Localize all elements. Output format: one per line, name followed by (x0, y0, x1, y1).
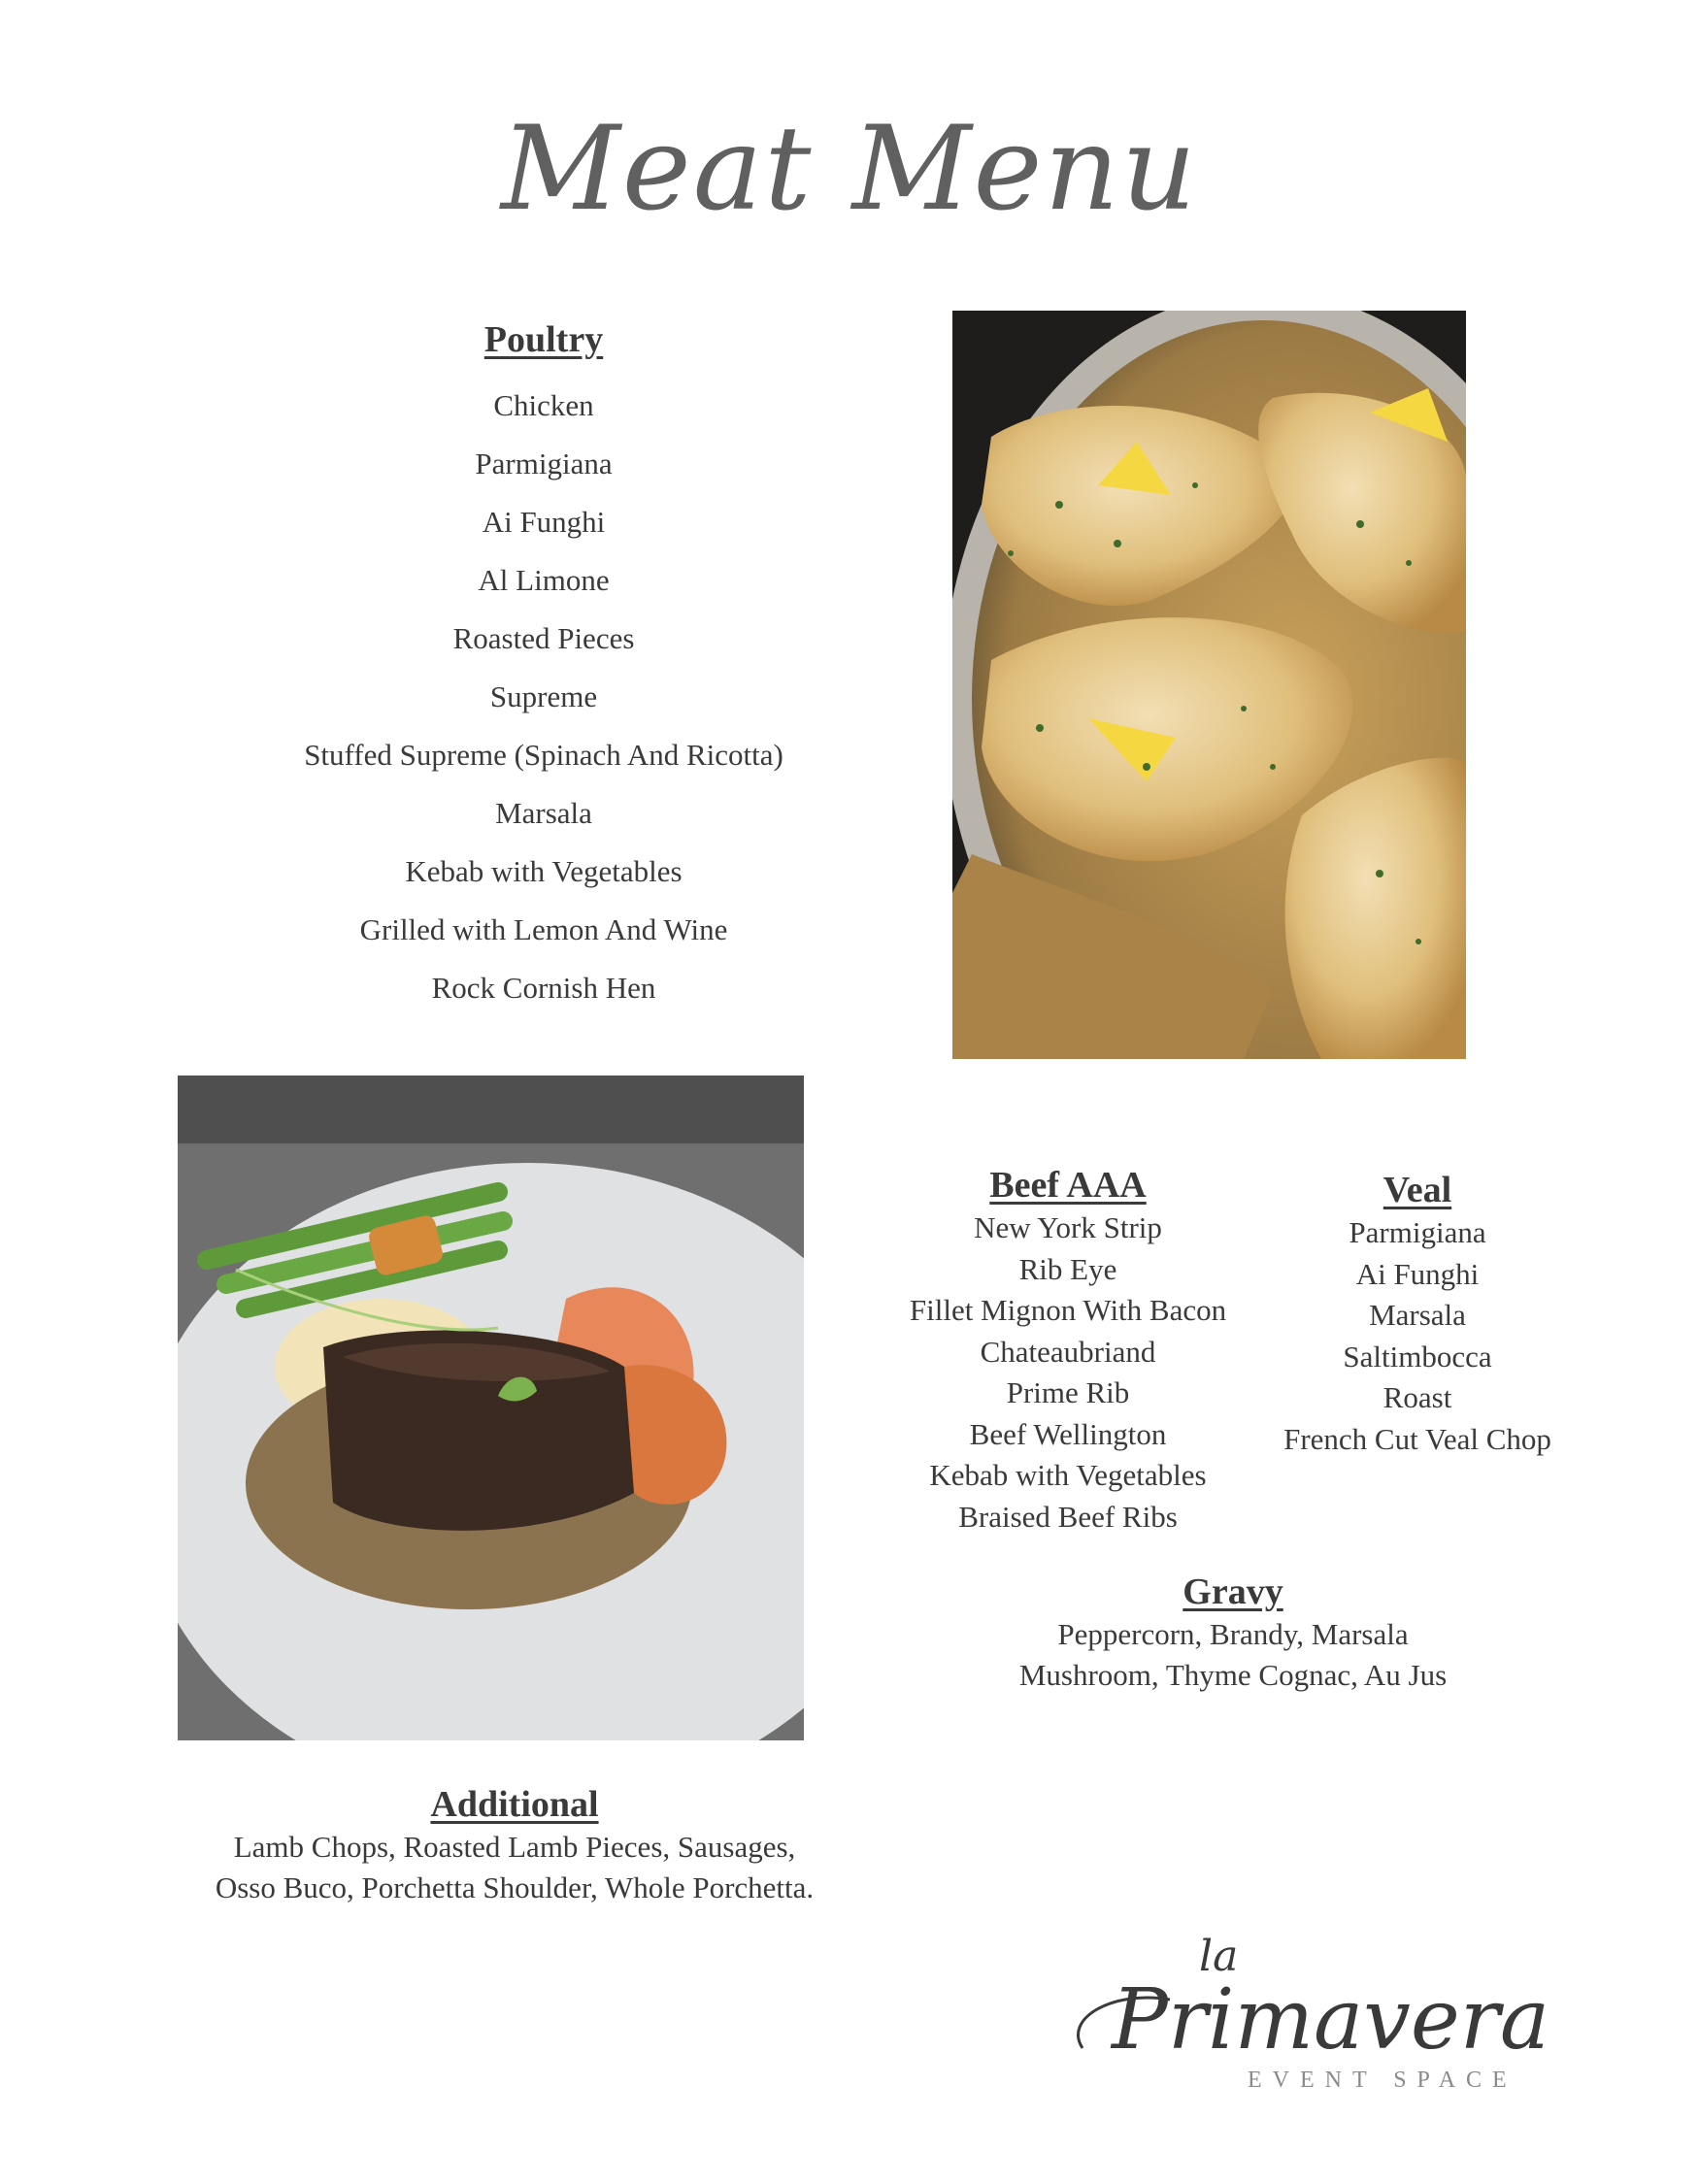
menu-item: Fillet Mignon With Bacon (909, 1293, 1227, 1327)
veal-heading: Veal (1383, 1170, 1452, 1210)
gravy-section (971, 1570, 1495, 1696)
menu-item: Parmigiana (1349, 1215, 1486, 1249)
menu-item: Kebab with Vegetables (929, 1458, 1207, 1492)
menu-item: French Cut Veal Chop (1283, 1421, 1551, 1456)
menu-item: Marsala (1369, 1298, 1466, 1332)
gravy-line: Peppercorn, Brandy, Marsala (1057, 1617, 1409, 1651)
menu-item: Al Limone (478, 563, 610, 597)
menu-item: Ai Funghi (482, 505, 606, 539)
logo-name-text: Primavera (1112, 1971, 1550, 2068)
chicken-photo (952, 311, 1466, 1059)
additional-section (165, 1782, 864, 1908)
additional-line: Lamb Chops, Roasted Lamb Pieces, Sausages, (233, 1830, 796, 1864)
gravy-heading: Gravy (1183, 1572, 1283, 1612)
menu-item: Rib Eye (1018, 1251, 1117, 1286)
menu-item: Ai Funghi (1355, 1256, 1480, 1291)
gravy-line: Mushroom, Thyme Cognac, Au Jus (1018, 1658, 1448, 1692)
menu-item: Braised Beef Ribs (958, 1499, 1178, 1534)
beef-photo (178, 1075, 804, 1740)
veal-section (1252, 1168, 1582, 1460)
menu-item: Roasted Pieces (452, 621, 635, 655)
menu-item: Chicken (493, 388, 594, 422)
beef-heading: Beef AAA (989, 1165, 1147, 1206)
logo-tagline-text: EVENT SPACE (1248, 2068, 1517, 2093)
menu-item: Saltimbocca (1343, 1339, 1492, 1373)
poultry-section (252, 318, 835, 1017)
menu-item: Beef Wellington (969, 1416, 1167, 1451)
logo-small-text: la (1199, 1932, 1239, 1981)
menu-item: Stuffed Supreme (Spinach And Ricotta) (304, 738, 783, 772)
beef-section (874, 1163, 1262, 1538)
page-title: Meat Menu (500, 102, 1199, 237)
menu-item: Supreme (489, 679, 598, 713)
additional-heading: Additional (430, 1784, 599, 1825)
menu-item: Prime Rib (1006, 1375, 1130, 1409)
menu-item: Grilled with Lemon And Wine (359, 912, 728, 946)
menu-item: Marsala (495, 796, 592, 830)
poultry-heading: Poultry (483, 319, 604, 360)
menu-item: Roast (1383, 1380, 1452, 1414)
menu-item: Kebab with Vegetables (405, 854, 683, 888)
menu-item: Parmigiana (475, 447, 613, 480)
menu-item: New York Strip (974, 1210, 1162, 1244)
menu-item: Chateaubriand (980, 1334, 1156, 1369)
primavera-logo (1053, 1903, 1597, 2097)
menu-item: Rock Cornish Hen (431, 971, 656, 1005)
additional-line: Osso Buco, Porchetta Shoulder, Whole Porchetta. (215, 1870, 815, 1904)
